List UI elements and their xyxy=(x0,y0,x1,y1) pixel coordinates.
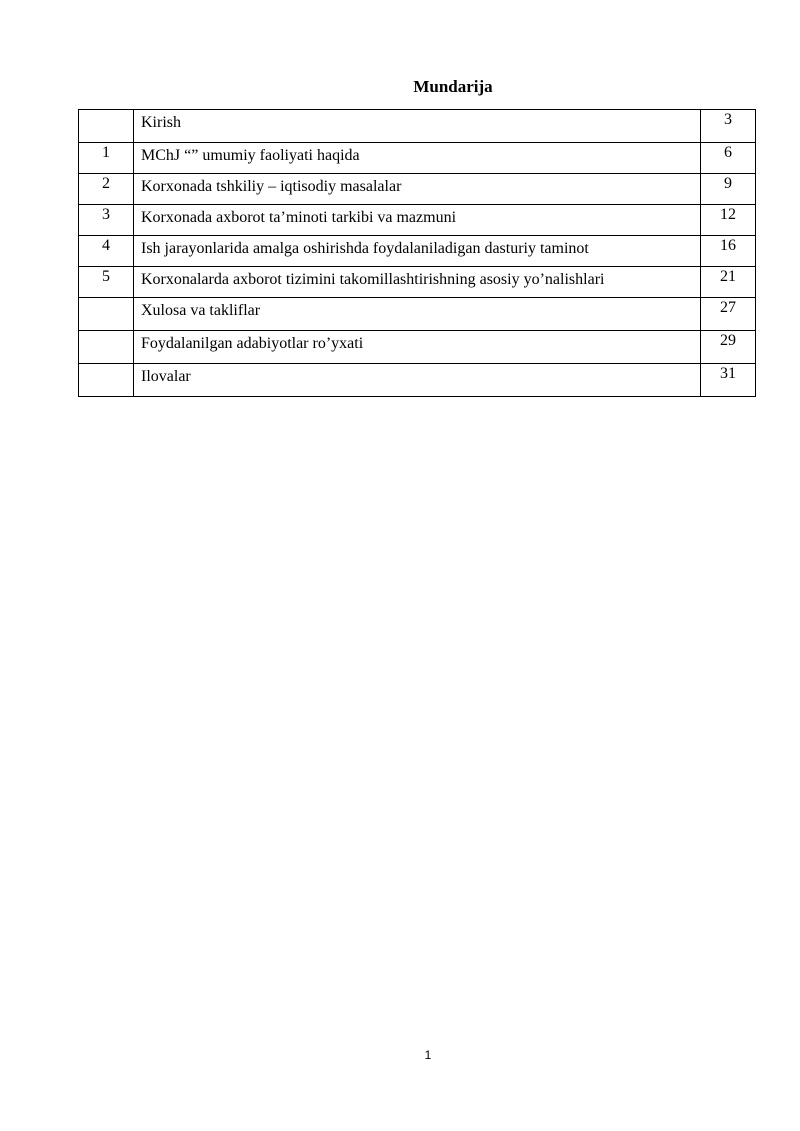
toc-title: MChJ “” umumiy faoliyati haqida xyxy=(134,143,701,174)
table-row xyxy=(79,331,756,364)
toc-title: Foydalanilgan adabiyotlar ro’yxati xyxy=(134,331,701,364)
table-of-contents xyxy=(78,109,756,397)
toc-page: 27 xyxy=(701,298,756,331)
toc-page: 9 xyxy=(701,174,756,205)
toc-number xyxy=(79,364,134,397)
toc-title: Korxonalarda axborot tizimini takomillashtirishning asosiy yo’nalishlari xyxy=(134,267,701,298)
toc-title: Kirish xyxy=(134,110,701,143)
toc-title: Korxonada axborot ta’minoti tarkibi va mazmuni xyxy=(134,205,701,236)
page-title: Mundarija xyxy=(413,77,493,96)
toc-number: 1 xyxy=(79,143,134,174)
table-row xyxy=(79,110,756,143)
toc-page: 21 xyxy=(701,267,756,298)
toc-title: Xulosa va takliflar xyxy=(134,298,701,331)
toc-number xyxy=(79,110,134,143)
toc-title: Korxonada tshkiliy – iqtisodiy masalalar xyxy=(134,174,701,205)
toc-title: Ilovalar xyxy=(134,364,701,397)
table-row xyxy=(79,143,756,174)
toc-page: 6 xyxy=(701,143,756,174)
toc-page: 29 xyxy=(701,331,756,364)
toc-page: 31 xyxy=(701,364,756,397)
toc-number: 3 xyxy=(79,205,134,236)
table-row xyxy=(79,364,756,397)
table-row xyxy=(79,236,756,267)
toc-page: 16 xyxy=(701,236,756,267)
toc-number xyxy=(79,298,134,331)
footer-page-number: 1 xyxy=(424,1048,432,1062)
table-row xyxy=(79,174,756,205)
toc-title: Ish jarayonlarida amalga oshirishda foydalaniladigan dasturiy taminot xyxy=(134,236,701,267)
toc-page: 3 xyxy=(701,110,756,143)
toc-number xyxy=(79,331,134,364)
toc-number: 2 xyxy=(79,174,134,205)
table-row xyxy=(79,298,756,331)
toc-number: 5 xyxy=(79,267,134,298)
toc-page: 12 xyxy=(701,205,756,236)
table-row xyxy=(79,267,756,298)
toc-number: 4 xyxy=(79,236,134,267)
table-row xyxy=(79,205,756,236)
